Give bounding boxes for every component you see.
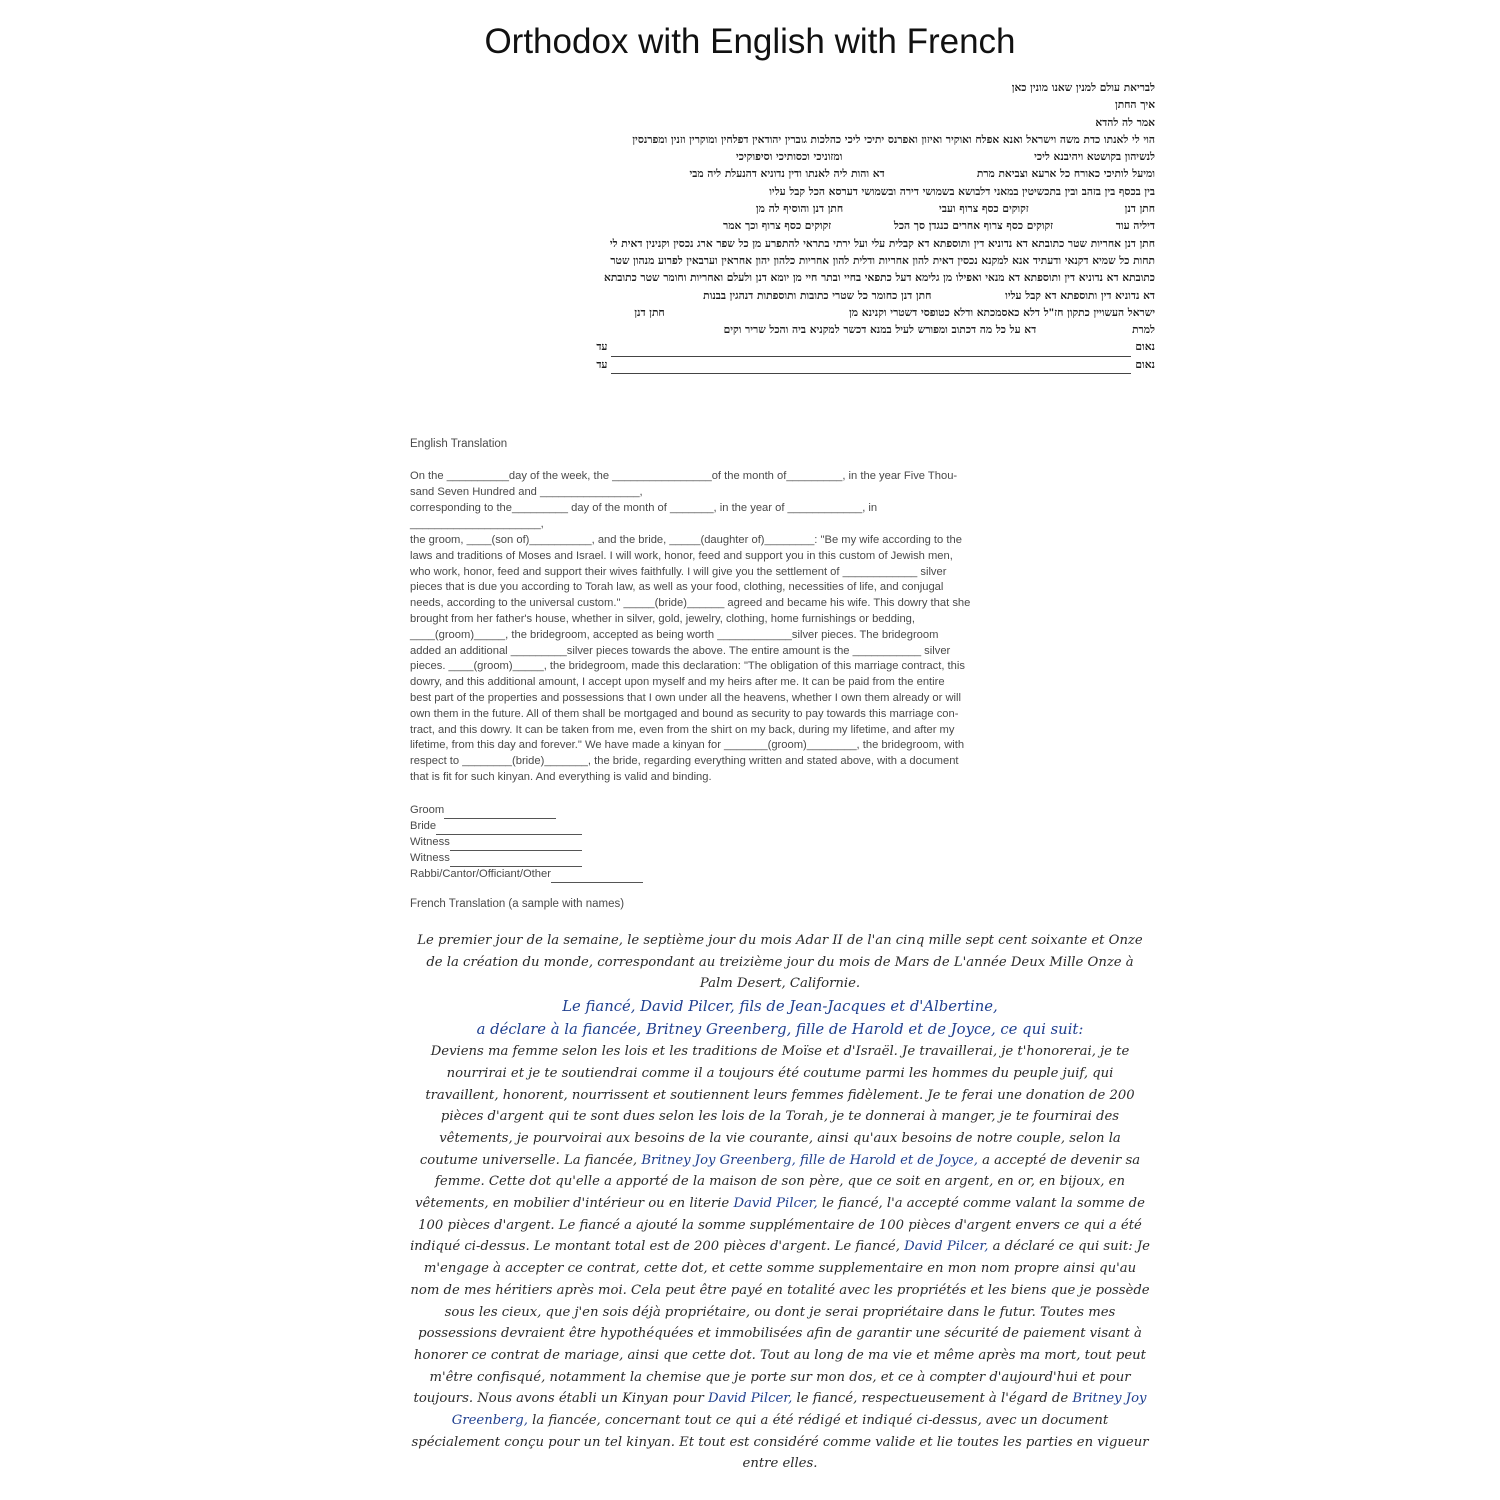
hebrew-sig-label: נאום [1135,358,1155,371]
english-line: pieces that is due you according to Torah law, as well as your food, clothing, necessities of life, and conjugal [410,581,944,594]
signature-label: Groom [410,804,445,816]
french-text: Deviens ma femme selon les lois et les traditions de Moïse et d'Israël. Je travaillerai, je t'honorerai, je te nourrirai et je te soutiendrai comme il a toujours été coutume parmi les hommes du peuple juif, qui travaillent, honorent, nourrissent et soutiennent leurs femmes fidèlement. Je te ferai une donation de 200 pièces d'argent qui te sont dues selon les lois de la Torah, je te donnerai à manger, je te fournirai des vêtements, je pourvoirai aux besoins de la vie courante, ainsi qu'aux besoins de notre couple, selon la coutume universelle. La fiancée, [419,1044,1135,1168]
hebrew-witness-label: עד [596,341,608,354]
english-line: the groom, ____(son of)__________, and the bride, _____(daughter of)________: "Be my wife according to the [410,534,962,546]
french-text: a accepté de devenir sa femme. Cette dot qu'elle a apporté de la maison de son père, que ce soit en argent, en or, en bijoux, en vêtements, en mobilier d'intérieur ou en literie [415,1152,1141,1212]
signature-label: Rabbi/Cantor/Officiant/Other [410,867,551,880]
bride-name-highlight: Britney Joy Greenberg, fille de Harold et de Joyce, [641,1152,978,1168]
french-text: a déclaré ce qui suit: Je m'engage à accepter ce contrat, cette dot, et cette somme supplementaire en mon nom propre ainsi qu'au nom de mes héritiers après moi. Cela peut être payé en totalité avec les propriétés et les biens que je possède sous les cieux, que j'en sois déjà propriétaire, ou dont je serai propriétaire dans le futur. Toutes mes possessions devraient être hypothéquées et immobilisées afin de garantir une sécurité de paiement visant à honorer ce contrat de mariage, ainsi que cette dot. Tout au long de ma vie et même après ma mort, tout peut m'être confisqué, notamment la chemise que je porte sur mon dos, et ce à compter d'aujourd'hui et pour toujours. Nous avons établi un Kinyan pour [410,1239,1150,1407]
french-text: le fiancé, l'a accepté comme valant la somme de 100 pièces d'argent. Le fiancé a ajouté la somme supplémentaire de 100 pièces d'argent envers ce qui a été indiqué ci-dessus. Le montant total est de 200 pièces d'argent. Le fiancé, [410,1196,1145,1255]
signature-label: Witness [410,835,450,848]
french-text-block [410,930,1150,1475]
french-opening: Le premier jour de la semaine, le septième jour du mois Adar II de l'an cinq mille sept cent soixante et Onze de la création du monde, correspondant au treizième jour du mois de Mars de L'année Deux Mille Onze à Palm Desert, Californie. [417,933,1143,992]
signature-label: Bride [410,819,437,832]
signature-underline [611,362,1131,374]
english-line: pieces. ____(groom)_____, the bridegroom, made this declaration: "The obligation of this marriage contract, this [410,660,965,673]
hebrew-line: למרת דא על כל מה דכתוב ומפורש לעיל במנא דכשר למקניא ביה והכל שריר וקים [723,324,1155,337]
groom-name-highlight: David Pilcer, [708,1391,793,1407]
english-line: dowry, and this additional amount, I accept upon myself and my heirs after me. It can be paid from the entire [410,676,945,689]
groom-name-highlight: David Pilcer, [904,1239,989,1255]
signature-row-officiant [410,867,1080,883]
english-line: corresponding to the_________ day of the month of _______, in the year of ____________, in [410,501,878,514]
hebrew-text-block [345,80,1155,374]
hebrew-witness-label: עד [596,358,608,371]
hebrew-line: ומיעל לותיכי כאורח כל ארעא וצביאת מרת דא והות ליה לאנתו ודין נדוניא דהנעלת ליה מבי [689,168,1155,181]
english-heading: English Translation [410,438,508,450]
english-line: brought from her father's house, whether in silver, gold, jewelry, clothing, home furnishings or bedding, [410,612,916,625]
hebrew-line: הוי לי לאנתו כדת משה וישראל ואנא אפלח ואוקיר ואיזון ואפרנס יתיכי ליכי כהלכות גוברין יהודאין דפלחין ומוקרין וזנין ומפרנסין [632,133,1155,146]
hebrew-line: איך החתן [1115,99,1155,112]
english-line: own them in the future. All of them shall be mortgaged and bound as security to pay towards this marriage con- [410,707,959,720]
french-body [410,1041,1150,1475]
groom-name-highlight: David Pilcer, [733,1196,818,1212]
hebrew-line: לנשיהון בקושטא ויהיבנא ליכי ומזוניכי וכסותיכי וסיפוקיכי [735,151,1155,164]
hebrew-line: חתן דנן זקוקים כסף צרוף ועבי חתן דנן והוסיף לה מן [755,203,1155,216]
signature-row-witness [410,851,1080,867]
signature-row-witness [410,835,1080,851]
bride-name-highlight: Britney Joy Greenberg, [451,1391,1147,1429]
signature-underline [450,855,582,867]
signature-row-groom [410,803,1080,819]
hebrew-signature-line [345,357,1155,374]
english-line: lifetime, from this day and forever." We have made a kinyan for _______(groom)________, the bridegroom, with [410,739,965,752]
signature-underline [436,823,582,835]
signature-underline [444,807,556,819]
signature-underline [450,839,582,851]
hebrew-signature-line [345,339,1155,356]
french-text: la fiancée, concernant tout ce qui a été rédigé et indiqué ci-dessus, avec un document spécialement conçu pour un tel kinyan. Et tout est considéré comme valide et lie toutes les parties en vigueur entre elles. [411,1413,1149,1472]
page-title: Orthodox with English with French [484,22,1016,61]
english-signature-block [410,803,1080,883]
english-date-block [410,469,1080,533]
english-line: added an additional _________silver pieces towards the above. The entire amount is the ___________ silver [410,644,951,657]
french-declaration-groom: Le fiancé, David Pilcer, fils de Jean-Jacques et d'Albertine, [562,998,998,1016]
english-line: ____(groom)_____, the bridegroom, accepted as being worth ____________silver pieces. The bridegroom [410,628,939,641]
french-text: le fiancé, respectueusement à l'égard de [796,1391,1069,1407]
signature-label: Witness [410,851,450,864]
english-body [410,533,1080,786]
english-line: respect to ________(bride)_______, the bride, regarding everything written and stated above, with a document [410,755,959,768]
english-line: who work, honor, feed and support their wives faithfully. I will give you the settlement of ____________ silver [410,565,947,578]
signature-underline [551,871,643,883]
hebrew-line: כתובתא דא נדוניא דין ותוספתא דא מנאי ואפילו מן גלימא דעל כתפאי בחיי ובתר חיי מן יומא דנן ולעלם ואחריות וחומר שטר כתובתא [604,272,1155,285]
hebrew-line: חתן דנן אחריות שטר כתובתא דא נדוניא דין ותוספתא דא קבלית עלי ועל ירתי בתראי להתפרע מן כל שפר ארג נכסין וקנינין דאית לי [609,237,1155,250]
signature-row-bride [410,819,1080,835]
hebrew-line: דא נדוניא דין ותוספתא דא קבל עליו חתן דנן כחומר כל שטרי כתובות ותוספתות דנהגין בבנות [703,289,1155,302]
hebrew-line: לבריאת עולם למנין שאנו מונין כאן [1011,82,1155,94]
hebrew-line: תחות כל שמיא דקנאי ודעתיד אנא למקנא נכסין דאית להון אחריות ודלית להון אחריות כלהון יהון אחראין וערבאין לפרוע מנהון שטר [610,254,1155,267]
english-line: needs, according to the universal custom." _____(bride)______ agreed and became his wife. This dowry that she [410,597,971,610]
hebrew-line: דיליה עוד זקוקים כסף צרוף אחרים כנגדן סך הכל זקוקים כסף צרוף וכך אמר [723,220,1155,233]
hebrew-line: בין בכסף בין בזהב ובין בתכשיטין במאני דלבושא בשמושי דירה ובשמושי דערסא הכל קבל עליו [769,185,1155,198]
english-line: sand Seven Hundred and ________________, [410,485,643,498]
signature-underline [611,345,1131,357]
english-line: _____________________, [410,517,544,530]
english-line: that is fit for such kinyan. And everything is valid and binding. [410,770,712,783]
french-declaration-bride: a déclare à la fiancée, Britney Greenberg, fille de Harold et de Joyce, ce qui suit: [476,1021,1084,1039]
hebrew-line: ישראל העשויין כתקון חז"ל דלא כאסמכתא ודלא כטופסי דשטרי וקנינא מן חתן דנן [634,306,1155,319]
hebrew-line: אמר לה להדא [1095,116,1155,129]
english-line: On the __________day of the week, the ________________of the month of_________, in the year Five Thou- [410,470,958,482]
english-line: tract, and this dowry. It can be taken from me, even from the shirt on my back, during my lifetime, and after my [410,723,955,736]
english-line: laws and traditions of Moses and Israel. I will work, honor, feed and support you in this custom of Jewish men, [410,549,953,562]
english-line: best part of the properties and possessions that I own under all the heavens, whether I own them already or will [410,691,961,704]
french-heading: French Translation (a sample with names) [410,898,625,910]
hebrew-sig-label: נאום [1135,341,1155,354]
